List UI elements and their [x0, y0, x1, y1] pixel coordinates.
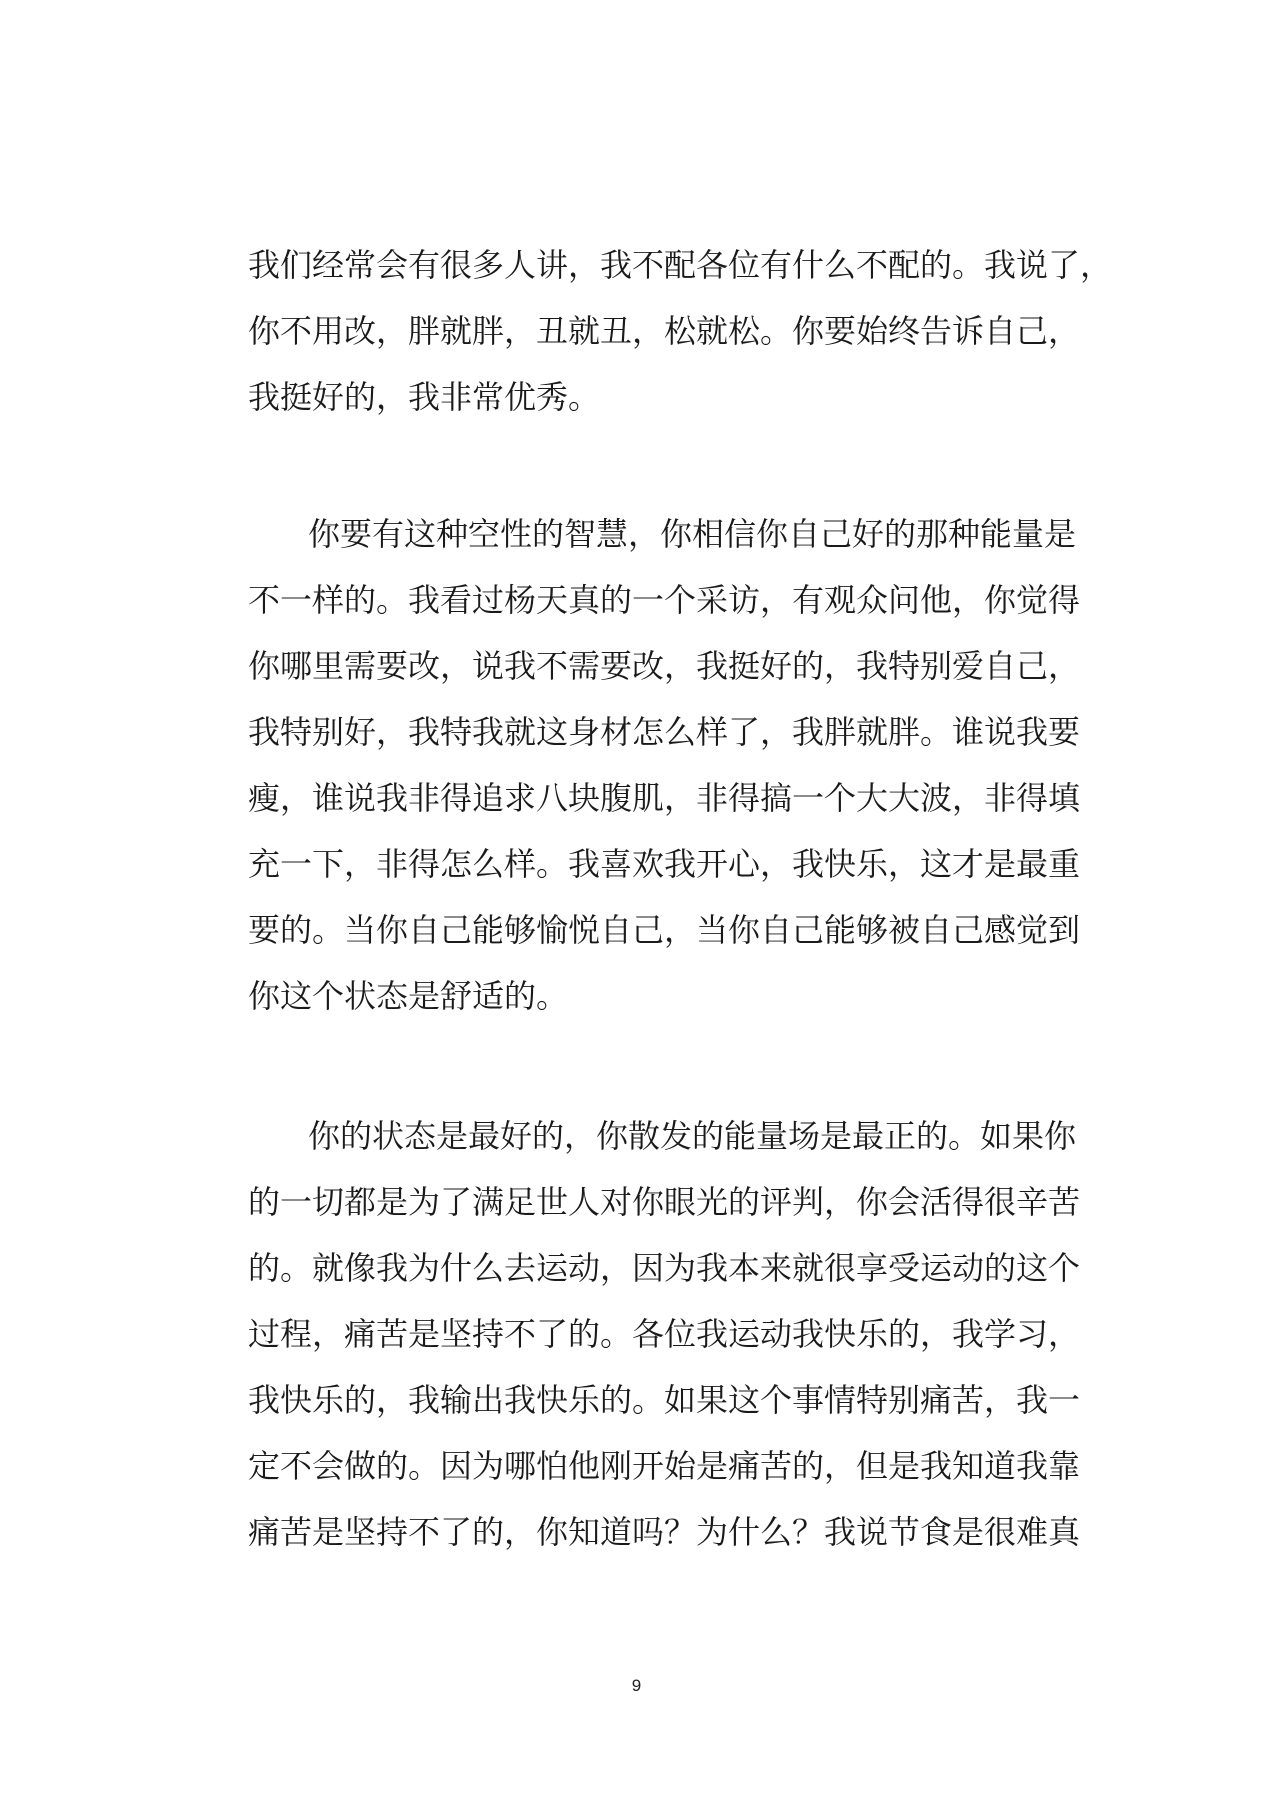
paragraph-line: 充一下，非得怎么样。我喜欢我开心，我快乐，这才是最重: [248, 845, 1081, 883]
paragraph-line: 你这个状态是舒适的。: [248, 977, 569, 1015]
paragraph-line: 的一切都是为了满足世人对你眼光的评判，你会活得很辛苦: [248, 1183, 1081, 1221]
paragraph-line: 不一样的。我看过杨天真的一个采访，有观众问他，你觉得: [248, 581, 1081, 619]
paragraph-line: 你不用改，胖就胖，丑就丑，松就松。你要始终告诉自己，: [248, 312, 1081, 350]
paragraph-line: 我快乐的，我输出我快乐的。如果这个事情特别痛苦，我一: [248, 1381, 1081, 1419]
paragraph-line: 要的。当你自己能够愉悦自己，当你自己能够被自己感觉到: [248, 911, 1081, 949]
page-number: 9: [631, 1676, 642, 1695]
paragraph-line: 过程，痛苦是坚持不了的。各位我运动我快乐的，我学习，: [248, 1315, 1081, 1353]
paragraph-line: 你要有这种空性的智慧，你相信你自己好的那种能量是: [308, 515, 1077, 553]
paragraph-line: 我特别好，我特我就这身材怎么样了，我胖就胖。谁说我要: [248, 713, 1081, 751]
paragraph-line: 定不会做的。因为哪怕他刚开始是痛苦的，但是我知道我靠: [248, 1447, 1081, 1485]
paragraph-line: 瘦，谁说我非得追求八块腹肌，非得搞一个大大波，非得填: [248, 779, 1081, 817]
paragraph-line: 的。就像我为什么去运动，因为我本来就很享受运动的这个: [248, 1249, 1081, 1287]
paragraph-line: 痛苦是坚持不了的，你知道吗？为什么？我说节食是很难真: [248, 1513, 1081, 1551]
paragraph-line: 我们经常会有很多人讲，我不配各位有什么不配的。我说了，: [248, 246, 1113, 284]
paragraph-line: 我挺好的，我非常优秀。: [248, 378, 601, 416]
paragraph-line: 你的状态是最好的，你散发的能量场是最正的。如果你: [308, 1117, 1077, 1155]
paragraph-line: 你哪里需要改，说我不需要改，我挺好的，我特别爱自己，: [248, 647, 1081, 685]
